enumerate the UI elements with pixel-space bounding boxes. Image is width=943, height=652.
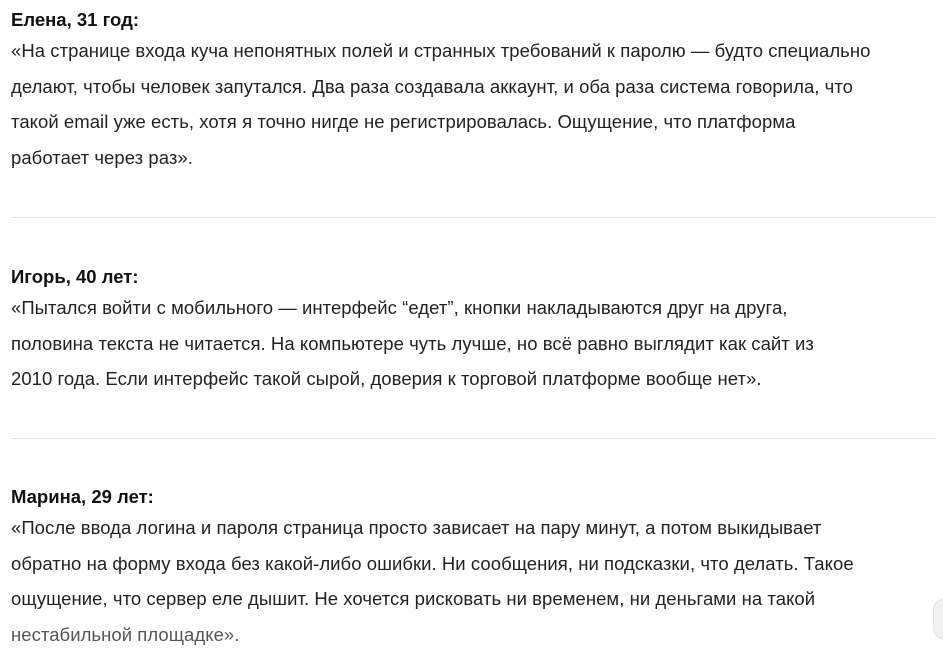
- review-text-line: «На странице входа куча непонятных полей и странных требований к паролю — будто специально: [11, 40, 871, 61]
- review-text-line: работает через раз».: [11, 146, 193, 168]
- review-author: Игорь, 40 лет:: [11, 266, 139, 287]
- review-text-line: нестабильной площадке».: [11, 623, 240, 645]
- review-text-line: ощущение, что сервер еле дышит. Не хочется рисковать ни временем, ни деньгами на такой: [11, 588, 816, 609]
- review-marina: [11, 486, 936, 652]
- divider: [11, 217, 936, 218]
- review-text-line: «После ввода логина и пароля страница просто зависает на пару минут, а потом выкидывает: [11, 517, 822, 538]
- review-text-line: такой email уже есть, хотя я точно нигде не регистрировалась. Ощущение, что платформа: [11, 111, 796, 132]
- review-text-line: 2010 года. Если интерфейс такой сырой, доверия к торговой платформе вообще нет».: [11, 368, 762, 389]
- review-text: [11, 510, 936, 652]
- review-text: [11, 290, 936, 397]
- review-author: Елена, 31 год:: [11, 9, 140, 30]
- review-text-line: делают, чтобы человек запутался. Два раза создавала аккаунт, и оба раза система говорила, что: [11, 75, 853, 97]
- review-igor: [11, 266, 936, 397]
- divider: [11, 438, 936, 439]
- review-elena: [11, 9, 936, 175]
- floating-widget-edge[interactable]: [933, 598, 943, 640]
- review-author: Марина, 29 лет:: [11, 486, 154, 507]
- review-text-line: «Пытался войти с мобильного — интерфейс “едет”, кнопки накладываются друг на друга,: [11, 297, 788, 318]
- review-text-line: половина текста не читается. На компьютере чуть лучше, но всё равно выглядит как сайт из: [11, 332, 814, 354]
- review-text: [11, 33, 936, 175]
- review-text-line: обратно на форму входа без какой-либо ошибки. Ни сообщения, ни подсказки, что делать. Такое: [11, 552, 854, 574]
